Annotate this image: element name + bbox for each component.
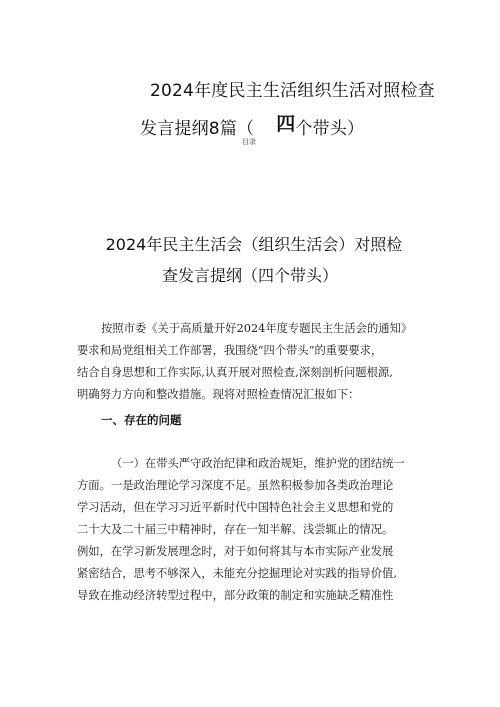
intro-line: 要求和局党组相关工作部署，我围绕“四个带头”的重要要求，: [77, 344, 383, 357]
intro-line: 结合自身思想和工作实际,认真开展对照检查,深刻剖析问题根源,: [77, 366, 393, 379]
section1-line: 导致在推动经济转型过程中，部分政策的制定和实施缺乏精准性: [77, 589, 394, 602]
intro-paragraph: [77, 318, 441, 406]
cover-title-line2-start: 发言提纲8篇（: [140, 119, 255, 139]
section1-line: 学习活动，但在学习习近平新时代中国特色社会主义思想和党的: [77, 501, 394, 514]
cover-title-line2-bold: 四: [276, 113, 296, 135]
toc-label: 目录: [242, 138, 256, 146]
intro-line: 按照市委《关于高质量开好2024年度专题民主生活会的通知》: [101, 322, 413, 335]
cover-title-line1: 2024年度民主生活组织生活对照检查: [150, 81, 435, 101]
section-heading-problems: 一、存在的问题: [101, 413, 182, 427]
section1-line: （一）在带头严守政治纪律和政治规矩，维护党的团结统一: [111, 457, 405, 470]
cover-title-line2: [140, 113, 364, 140]
section1-line: 例如，在学习新发展理念时，对于如何将其与本市实际产业发展: [77, 545, 394, 558]
section1-paragraph: [77, 453, 441, 607]
section1-line: 二十大及二十届三中精神时，存在一知半解、浅尝辄止的情况。: [77, 523, 394, 536]
section1-line: 方面。一是政治理论学习深度不足。虽然积极参加各类政治理论: [77, 479, 394, 492]
document-title-line1: 2024年民主生活会（组织生活会）对照检: [105, 235, 403, 254]
document-title-line2: 查发言提纲（四个带头）: [161, 266, 338, 285]
section1-line: 紧密结合，思考不够深入，未能充分挖掘理论对实践的指导价值,: [77, 567, 397, 580]
cover-title-line2-end: 个带头）: [295, 119, 365, 139]
intro-line: 明确努力方向和整改措施。现将对照检查情况汇报如下：: [77, 388, 360, 401]
